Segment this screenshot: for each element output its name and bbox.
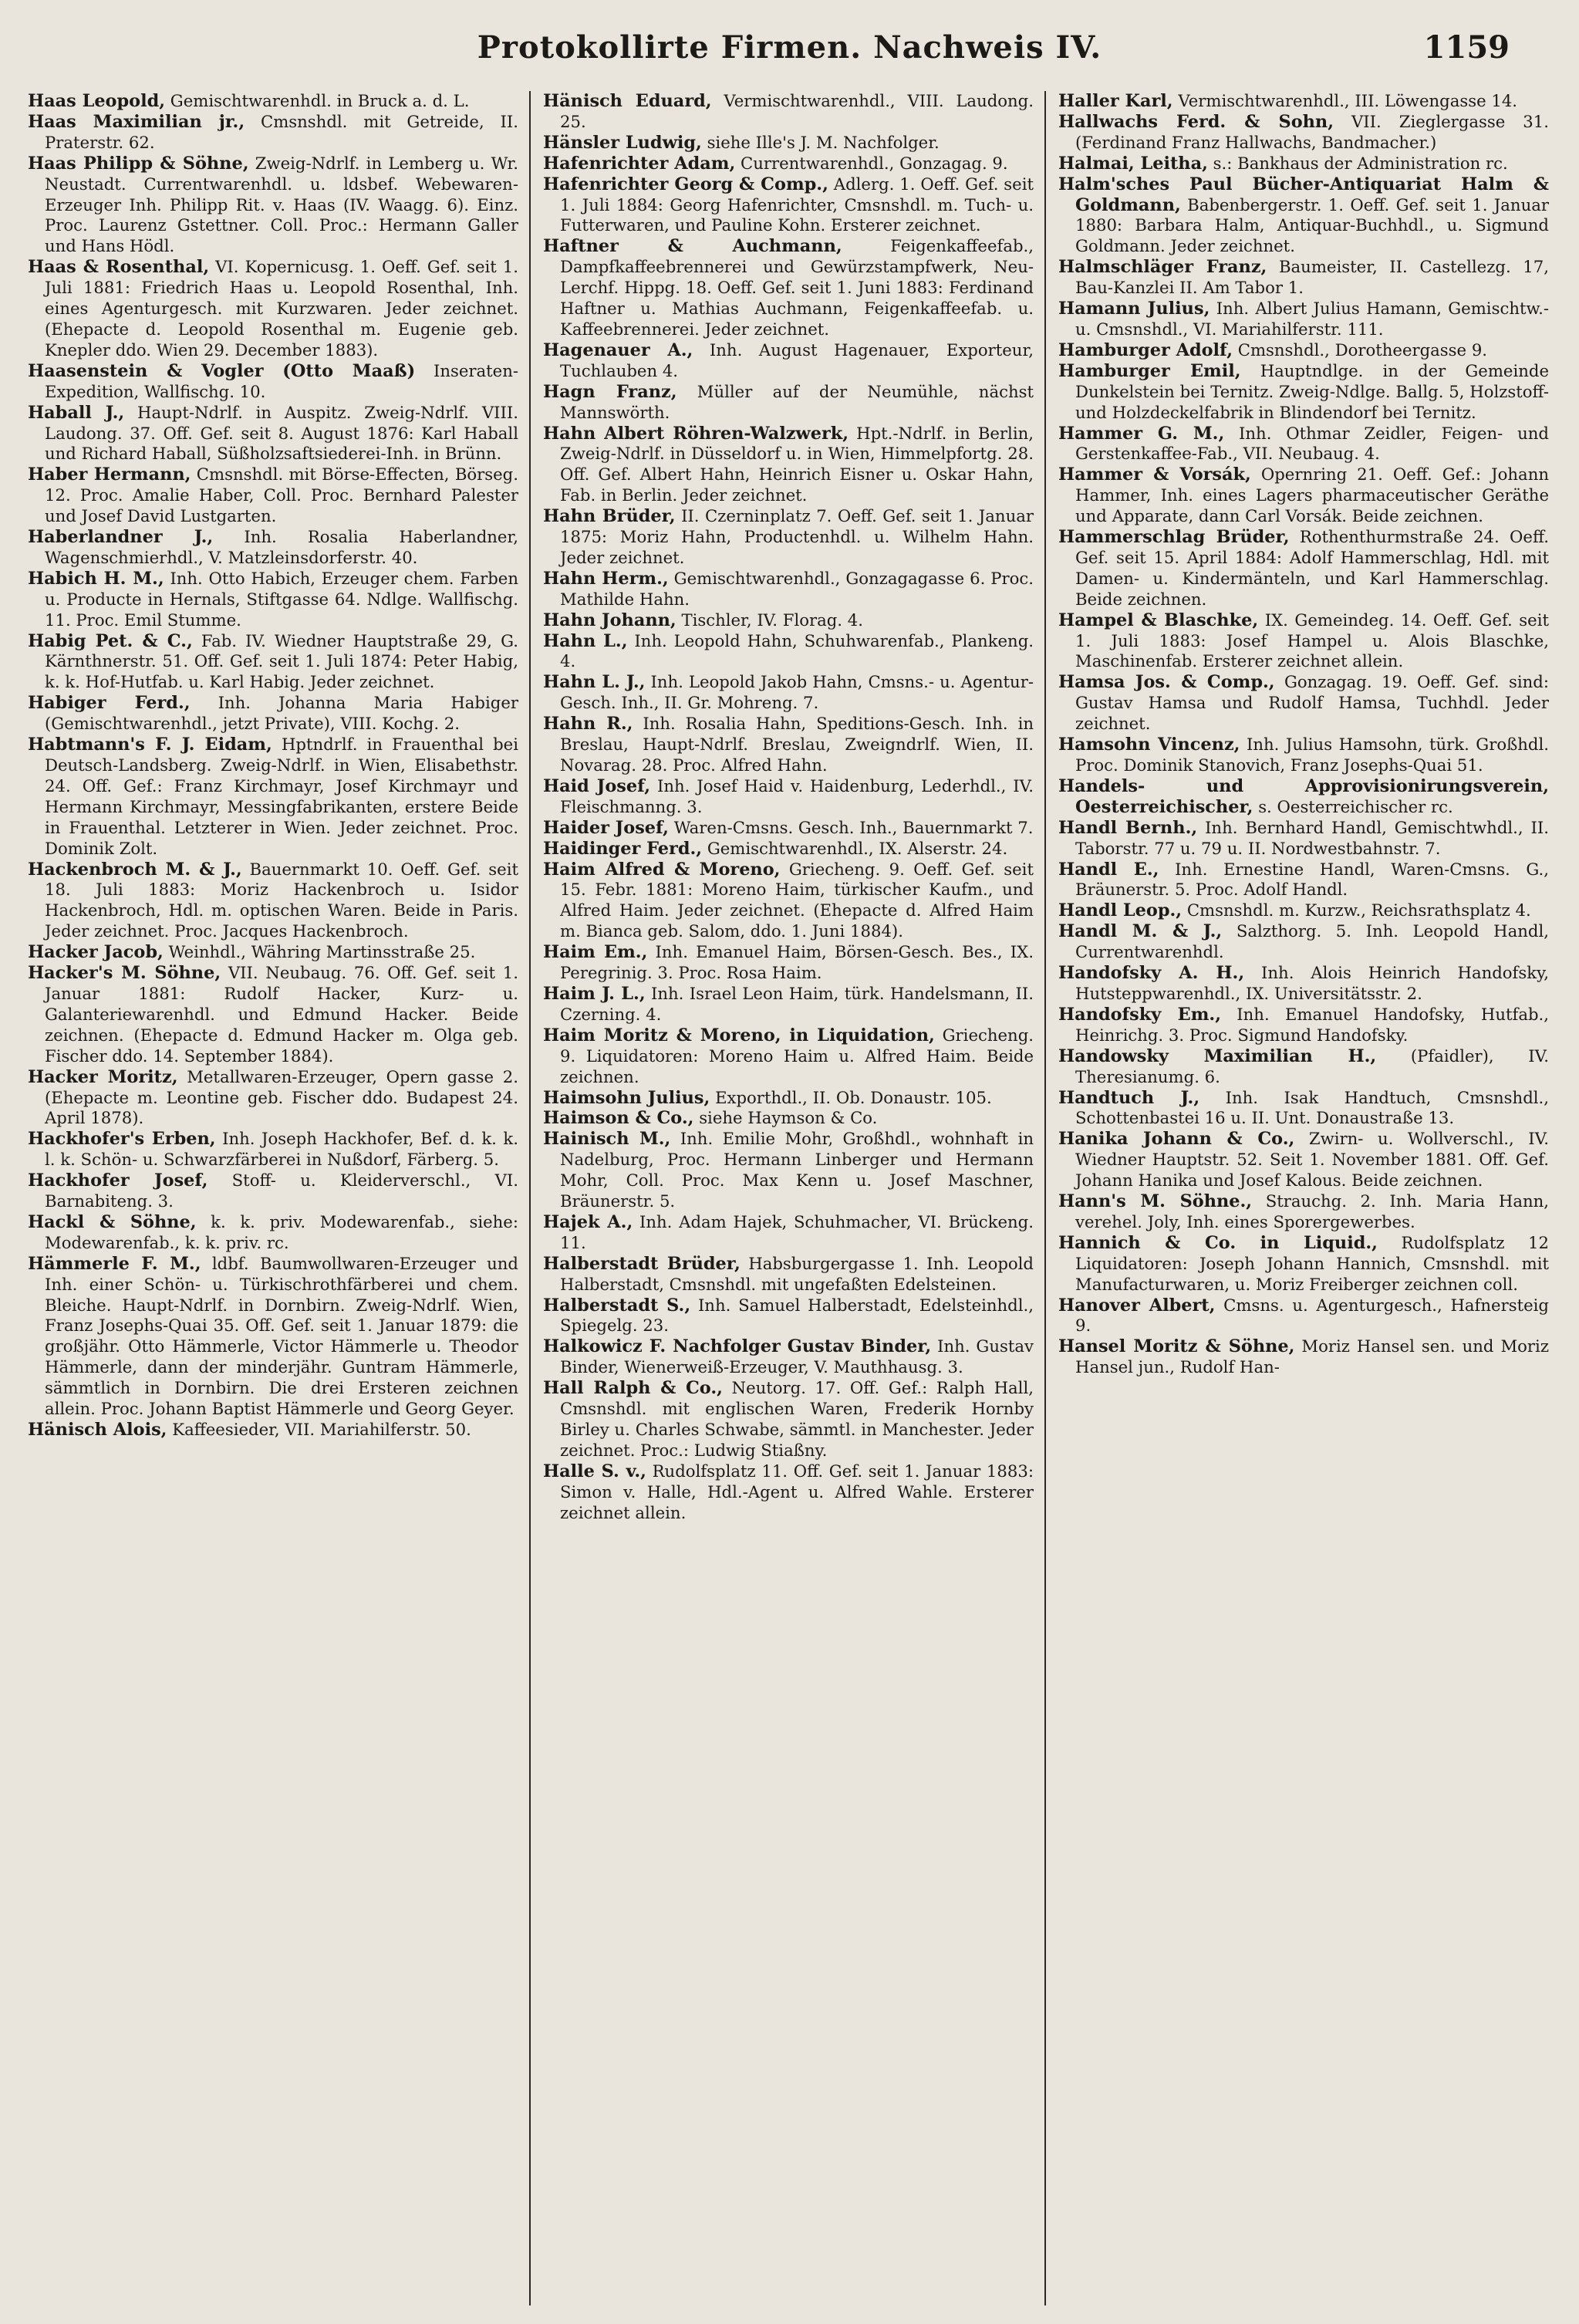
firm-name: Hahn L., bbox=[543, 630, 628, 651]
directory-entry bbox=[543, 1378, 1034, 1461]
entry-details: Inh. Emanuel Haim, Börsen-Gesch. Bes., IX. Peregrinig. 3. Proc. Rosa Haim. bbox=[560, 942, 1034, 983]
entry-details: Rudolfsplatz 11. Off. Gef. seit 1. Januar 1883: Simon v. Halle, Hdl.-Agent u. Alfred Wahle. Ersterer zeichnet allein. bbox=[560, 1461, 1034, 1522]
entry-details: Fab. IV. Wiedner Hauptstraße 29, G. Kärnthnerstr. 51. Off. Gef. seit 1. Juli 1874: Peter Habig, k. k. Hof-Hutfab. u. Karl Habig. Jeder zeichnet. bbox=[45, 630, 518, 692]
firm-name: Hafenrichter Adam, bbox=[543, 153, 736, 174]
firm-name: Handowsky Maximilian H., bbox=[1058, 1045, 1377, 1066]
firm-name: Handl Bernh., bbox=[1058, 817, 1198, 838]
firm-name: Handl M. & J., bbox=[1058, 921, 1223, 942]
firm-name: Haber Hermann, bbox=[28, 464, 191, 485]
firm-name: Hagenauer A., bbox=[543, 339, 693, 360]
directory-entry bbox=[28, 464, 518, 527]
entry-details: VII. Neubaug. 76. Off. Gef. seit 1. Januar 1881: Rudolf Hacker, Kurz- u. Galanteriewarenhdl. und Edmund Hacker. Beide zeichnen. (Ehepacte d. Edmund Hacker m. Olga geb. Fischer ddo. 14. September 1884). bbox=[45, 963, 518, 1066]
entry-details: Vermischtwarenhdl., III. Löwengasse 14. bbox=[1178, 91, 1518, 110]
firm-name: Haasenstein & Vogler (Otto Maaß) bbox=[28, 360, 416, 381]
directory-entry bbox=[543, 1088, 1034, 1109]
directory-entry bbox=[1058, 900, 1549, 921]
entry-details: Tischler, IV. Florag. 4. bbox=[681, 610, 863, 630]
directory-entry bbox=[1058, 91, 1549, 112]
entry-details: Inh. Julius Hamsohn, türk. Großhdl. Proc. Dominik Stanovich, Franz Josephs-Quai 51. bbox=[1075, 735, 1549, 775]
directory-entry bbox=[1058, 776, 1549, 818]
entry-details: Gonzagag. 19. Oeff. Gef. sind: Gustav Hamsa und Rudolf Hamsa, Tuchhdl. Jeder zeichnet. bbox=[1075, 672, 1549, 734]
directory-entry bbox=[543, 569, 1034, 610]
entry-details: Rudolfsplatz 12 Liquidatoren: Joseph Johann Hannich, Cmsnshdl. mit Manufacturwaren, u. Moriz Freiberger zeichnen coll. bbox=[1075, 1232, 1549, 1294]
directory-entry bbox=[543, 631, 1034, 673]
directory-entry bbox=[1058, 818, 1549, 860]
entry-details: Müller auf der Neumühle, nächst Mannswörth. bbox=[560, 381, 1034, 422]
entry-details: Metallwaren-Erzeuger, Opern gasse 2. (Ehepacte m. Leontine geb. Fischer ddo. Budapest 24. April 1878). bbox=[45, 1066, 518, 1128]
entry-details: Cmsns. u. Agenturgesch., Hafnersteig 9. bbox=[1075, 1295, 1549, 1336]
firm-name: Halm'sches Paul Bücher-Antiquariat Halm & Goldmann, bbox=[1058, 174, 1549, 215]
directory-entry bbox=[543, 91, 1034, 133]
firm-name: Haidinger Ferd., bbox=[543, 838, 703, 859]
firm-name: Halmai, Leitha, bbox=[1058, 153, 1208, 174]
entry-details: Habsburgergasse 1. Inh. Leopold Halberstadt, Cmsnshdl. mit ungefaßten Edelsteinen. bbox=[560, 1253, 1034, 1294]
firm-name: Hansel Moritz & Söhne, bbox=[1058, 1336, 1295, 1357]
entry-details: IX. Gemeindeg. 14. Oeff. Gef. seit 1. Juli 1883: Josef Hampel u. Alois Blaschke, Maschinenfab. Ersterer zeichnet allein. bbox=[1075, 610, 1549, 671]
firm-name: Haid Josef, bbox=[543, 775, 651, 796]
firm-name: Haller Karl, bbox=[1058, 91, 1173, 111]
firm-name: Habiger Ferd., bbox=[28, 693, 191, 714]
column-middle bbox=[543, 91, 1034, 2305]
entry-details: Inh. Adam Hajek, Schuhmacher, VI. Brückeng. 11. bbox=[560, 1211, 1034, 1252]
directory-columns bbox=[28, 91, 1551, 2305]
directory-entry bbox=[28, 735, 518, 859]
column-divider bbox=[529, 91, 531, 2305]
firm-name: Hall Ralph & Co., bbox=[543, 1378, 723, 1399]
directory-entry bbox=[543, 818, 1034, 839]
firm-name: Habich H. M., bbox=[28, 568, 164, 589]
entry-details: Adlerg. 1. Oeff. Gef. seit 1. Juli 1884: Georg Hafenrichter, Cmsnshdl. m. Tuch- u. Futterwaren, und Pauline Kohn. Ersterer zeichnet. bbox=[560, 174, 1034, 235]
directory-entry bbox=[543, 942, 1034, 984]
entry-details: Inh. Samuel Halberstadt, Edelsteinhdl., Spiegelg. 23. bbox=[560, 1295, 1034, 1336]
directory-entry bbox=[1058, 424, 1549, 465]
entry-details: Inh. Bernhard Handl, Gemischtwhdl., II. Taborstr. 77 u. 79 u. II. Nordwestbahnstr. 7. bbox=[1075, 817, 1549, 858]
entry-details: Babenbergerstr. 1. Oeff. Gef. seit 1. Januar 1880: Barbara Halm, Antiquar-Buchhdl., u. Sigmund Goldmann. Jeder zeichnet. bbox=[1075, 194, 1549, 256]
entry-details: Inh. Othmar Zeidler, Feigen- und Gerstenkaffee-Fab., VII. Neubaug. 4. bbox=[1075, 423, 1549, 464]
directory-entry bbox=[1058, 154, 1549, 174]
firm-name: Halberstadt S., bbox=[543, 1295, 691, 1316]
entry-details: Currentwarenhdl., Gonzagag. 9. bbox=[741, 153, 1008, 173]
entry-details: ldbf. Baumwollwaren-Erzeuger und Inh. einer Schön- u. Türkischrothfärberei und chem. Bleiche. Haupt-Ndrlf. in Dornbirn. Zweig-Ndrlf. Wien, Franz Josephs-Quai 35. Off. Gef. seit 1. Januar 1879: die großjähr. Otto Hämmerle, Victor Hämmerle u. Theodor Hämmerle, dann der minderjähr. Guntram Hämmerle, sämmtlich in Dornbirn. Die drei Ersteren zeichnen allein. Proc. Johann Baptist Hämmerle und Georg Geyer. bbox=[45, 1253, 518, 1419]
entry-details: Salzthorg. 5. Inh. Leopold Handl, Currentwarenhdl. bbox=[1075, 921, 1549, 962]
directory-entry bbox=[28, 942, 518, 963]
firm-name: Hainisch M., bbox=[543, 1129, 671, 1150]
firm-name: Haim Em., bbox=[543, 942, 648, 963]
entry-details: Inh. Emanuel Handofsky, Hutfab., Heinrichg. 3. Proc. Sigmund Handofsky. bbox=[1075, 1004, 1549, 1045]
column-right bbox=[1058, 91, 1549, 2305]
directory-entry bbox=[543, 1025, 1034, 1088]
firm-name: Haimsohn Julius, bbox=[543, 1087, 710, 1108]
directory-entry bbox=[28, 631, 518, 694]
directory-entry bbox=[543, 424, 1034, 507]
directory-entry bbox=[28, 1420, 518, 1441]
entry-details: Gemischtwarenhdl. in Bruck a. d. L. bbox=[170, 91, 470, 110]
directory-entry bbox=[1058, 174, 1549, 258]
entry-details: Inh. Gustav Binder, Wienerweiß-Erzeuger, V. Mauthhausg. 3. bbox=[560, 1336, 1034, 1377]
entry-details: Opernring 21. Oeff. Gef.: Johann Hammer, Inh. eines Lagers pharmaceutischer Geräthe und Apparate, dann Carl Vorsák. Beide zeichnen. bbox=[1075, 464, 1549, 526]
directory-entry bbox=[28, 403, 518, 465]
directory-entry bbox=[543, 1461, 1034, 1524]
entry-details: VII. Zieglergasse 31. (Ferdinand Franz Hallwachs, Bandmacher.) bbox=[1075, 111, 1549, 152]
directory-entry bbox=[28, 693, 518, 735]
firm-name: Habtmann's F. J. Eidam, bbox=[28, 735, 272, 755]
firm-name: Hamsohn Vincenz, bbox=[1058, 735, 1240, 755]
firm-name: Hamann Julius, bbox=[1058, 299, 1210, 319]
entry-details: Inh. Leopold Jakob Hahn, Cmsns.- u. Agentur-Gesch. Inh., II. Gr. Mohreng. 7. bbox=[560, 672, 1034, 713]
directory-entry bbox=[543, 1212, 1034, 1254]
entry-details: Gemischtwarenhdl., IX. Alserstr. 24. bbox=[707, 838, 1008, 858]
directory-entry bbox=[1058, 860, 1549, 901]
directory-entry bbox=[1058, 921, 1549, 963]
directory-entry bbox=[543, 714, 1034, 776]
entry-details: k. k. priv. Modewarenfab., siehe: Modewarenfab., k. k. priv. rc. bbox=[45, 1211, 518, 1252]
directory-entry bbox=[1058, 1336, 1549, 1378]
firm-name: Hackenbroch M. & J., bbox=[28, 859, 242, 880]
directory-entry bbox=[543, 776, 1034, 818]
firm-name: Hahn L. J., bbox=[543, 672, 646, 693]
directory-entry bbox=[28, 569, 518, 631]
entry-details: s.: Bankhaus der Administration rc. bbox=[1213, 153, 1508, 173]
firm-name: Handl Leop., bbox=[1058, 900, 1183, 921]
entry-details: Strauchg. 2. Inh. Maria Hann, verehel. Joly, Inh. eines Sporergewerbes. bbox=[1075, 1191, 1549, 1231]
directory-entry bbox=[543, 860, 1034, 943]
firm-name: Hamburger Emil, bbox=[1058, 360, 1241, 381]
entry-details: Cmsnshdl. mit Getreide, II. Praterstr. 62. bbox=[45, 111, 518, 152]
directory-entry bbox=[1058, 963, 1549, 1005]
firm-name: Hahn Brüder, bbox=[543, 506, 676, 527]
firm-name: Hampel & Blaschke, bbox=[1058, 610, 1259, 630]
entry-details: Griecheng. 9. Liquidatoren: Moreno Haim u. Alfred Haim. Beide zeichnen. bbox=[560, 1025, 1034, 1086]
directory-entry bbox=[1058, 1233, 1549, 1295]
firm-name: Handl E., bbox=[1058, 859, 1159, 880]
entry-details: Kaffeesieder, VII. Mariahilferstr. 50. bbox=[172, 1420, 471, 1439]
entry-details: Neutorg. 17. Off. Gef.: Ralph Hall, Cmsnshdl. mit englischen Waren, Frederik Hornby Birley u. Charles Schwabe, sämmtl. in Manchester. Jeder zeichnet. Proc.: Ludwig Stiaßny. bbox=[560, 1378, 1034, 1460]
directory-entry bbox=[543, 236, 1034, 340]
firm-name: Haimson & Co., bbox=[543, 1108, 694, 1129]
directory-entry bbox=[28, 1129, 518, 1170]
firm-name: Hämmerle F. M., bbox=[28, 1253, 201, 1274]
directory-entry bbox=[1058, 257, 1549, 299]
directory-entry bbox=[543, 382, 1034, 424]
firm-name: Handels- und Approvisionirungsverein, Oesterreichischer, bbox=[1058, 775, 1549, 817]
firm-name: Hammerschlag Brüder, bbox=[1058, 527, 1290, 548]
directory-entry bbox=[28, 1212, 518, 1254]
firm-name: Handofsky A. H., bbox=[1058, 963, 1245, 984]
directory-entry bbox=[543, 154, 1034, 174]
entry-details: Hauptndlge. in der Gemeinde Dunkelstein bei Ternitz. Zweig-Ndlge. Ballg. 5, Holzstoff- und Holzdeckelfabrik in Blindendorf bei Ternitz. bbox=[1075, 360, 1549, 422]
firm-name: Haas Maximilian jr., bbox=[28, 111, 245, 132]
entry-details: Inseraten-Expedition, Wallfischg. 10. bbox=[45, 360, 518, 401]
firm-name: Haas Leopold, bbox=[28, 91, 166, 111]
directory-entry bbox=[28, 91, 518, 112]
directory-entry bbox=[1058, 610, 1549, 673]
firm-name: Hahn Johann, bbox=[543, 610, 676, 630]
entry-details: Griecheng. 9. Oeff. Gef. seit 15. Febr. 1881: Moreno Haim, türkischer Kaufm., und Alfred Haim. Jeder zeichnet. (Ehepacte d. Alfred Haim m. Bianca geb. Salom, ddo. 1. Juni 1884). bbox=[560, 859, 1034, 941]
directory-entry bbox=[543, 610, 1034, 631]
entry-details: Inh. Albert Julius Hamann, Gemischtw.- u. Cmsnshdl., VI. Mariahilferstr. 111. bbox=[1075, 299, 1549, 339]
directory-entry bbox=[1058, 735, 1549, 776]
firm-name: Haim Moritz & Moreno, in Liquidation, bbox=[543, 1025, 935, 1045]
directory-entry bbox=[543, 1295, 1034, 1337]
directory-entry bbox=[28, 361, 518, 403]
directory-entry bbox=[1058, 112, 1549, 154]
entry-details: Exporthdl., II. Ob. Donaustr. 105. bbox=[715, 1087, 992, 1107]
entry-details: Rothenthurmstraße 24. Oeff. Gef. seit 15. April 1884: Adolf Hammerschlag, Hdl. mit Damen- u. Kindermänteln, und Karl Hammerschlag. Beide zeichnen. bbox=[1075, 527, 1549, 609]
entry-details: Cmsnshdl. mit Börse-Effecten, Börseg. 12. Proc. Amalie Haber, Coll. Proc. Bernhard Palester und Josef David Lustgarten. bbox=[45, 464, 518, 526]
directory-entry bbox=[1058, 1088, 1549, 1130]
firm-name: Hamburger Adolf, bbox=[1058, 339, 1233, 360]
firm-name: Handtuch J., bbox=[1058, 1087, 1200, 1108]
firm-name: Hamsa Jos. & Comp., bbox=[1058, 672, 1275, 693]
directory-entry bbox=[543, 1108, 1034, 1129]
directory-entry bbox=[543, 984, 1034, 1025]
entry-details: Cmsnshdl. m. Kurzw., Reichsrathsplatz 4. bbox=[1186, 900, 1531, 920]
entry-details: Stoff- u. Kleiderverschl., VI. Barnabiteng. 3. bbox=[45, 1170, 518, 1211]
firm-name: Hannich & Co. in Liquid., bbox=[1058, 1232, 1378, 1253]
entry-details: siehe Haymson & Co. bbox=[699, 1108, 878, 1128]
entry-details: Zwirn- u. Wollverschl., IV. Wiedner Hauptstr. 52. Seit 1. November 1881. Off. Gef. Johann Hanika und Josef Kalous. Beide zeichnen. bbox=[1075, 1129, 1549, 1191]
entry-details: s. Oesterreichischer rc. bbox=[1258, 796, 1453, 816]
firm-name: Hallwachs Ferd. & Sohn, bbox=[1058, 111, 1334, 132]
entry-details: Gemischtwarenhdl., Gonzagagasse 6. Proc. Mathilde Hahn. bbox=[560, 568, 1034, 609]
entry-details: Inh. Israel Leon Haim, türk. Handelsmann, II. Czerning. 4. bbox=[560, 983, 1034, 1024]
entry-details: Vermischtwarenhdl., VIII. Laudong. 25. bbox=[560, 91, 1034, 131]
directory-entry bbox=[1058, 672, 1549, 735]
entry-details: VI. Kopernicusg. 1. Oeff. Gef. seit 1. Juli 1881: Friedrich Haas u. Leopold Rosenthal, Inh. eines Agenturgesch. mit Kurzwaren. Jeder zeichnet. (Ehepacte d. Leopold Rosenthal m. Eugenie geb. Knepler ddo. Wien 29. December 1883). bbox=[45, 257, 518, 360]
firm-name: Hafenrichter Georg & Comp., bbox=[543, 174, 828, 194]
page-title: Protokollirte Firmen. Nachweis IV. bbox=[477, 29, 1102, 66]
directory-entry bbox=[1058, 1191, 1549, 1233]
directory-entry bbox=[1058, 340, 1549, 361]
entry-details: Inh. Joseph Hackhofer, Bef. d. k. k. l. k. Schön- u. Schwarzfärberei in Nußdorf, Färberg. 5. bbox=[45, 1129, 518, 1170]
firm-name: Handofsky Em., bbox=[1058, 1004, 1221, 1025]
entry-details: Baumeister, II. Castellezg. 17, Bau-Kanzlei II. Am Tabor 1. bbox=[1075, 257, 1549, 298]
directory-entry bbox=[28, 860, 518, 943]
entry-details: Inh. Rosalia Haberlandner, Wagenschmierhdl., V. Matzleinsdorferstr. 40. bbox=[45, 527, 518, 567]
directory-entry bbox=[543, 133, 1034, 154]
entry-details: Cmsnshdl., Dorotheergasse 9. bbox=[1237, 339, 1488, 360]
entry-details: Inh. August Hagenauer, Exporteur, Tuchlauben 4. bbox=[560, 339, 1034, 380]
entry-details: Feigenkaffeefab., Dampfkaffeebrennerei und Gewürzstampfwerk, Neu-Lerchf. Hippg. 18. Oeff. Gef. seit 1. Juni 1883: Ferdinand Haftner u. Mathias Auchmann, Feigenkaffeefab. u. Kaffeebrennerei. Jeder zeichnet. bbox=[560, 236, 1034, 339]
directory-entry bbox=[28, 1254, 518, 1420]
directory-entry bbox=[1058, 1005, 1549, 1046]
firm-name: Hagn Franz, bbox=[543, 381, 677, 402]
entry-details: Inh. Rosalia Hahn, Speditions-Gesch. Inh. in Breslau, Haupt-Ndrlf. Breslau, Zweigndrlf. Wien, II. Novarag. 28. Proc. Alfred Hahn. bbox=[560, 714, 1034, 775]
directory-entry bbox=[28, 963, 518, 1067]
firm-name: Halkowicz F. Nachfolger Gustav Binder, bbox=[543, 1336, 932, 1357]
firm-name: Hammer G. M., bbox=[1058, 423, 1225, 444]
firm-name: Haim J. L., bbox=[543, 983, 646, 1004]
directory-entry bbox=[1058, 1046, 1549, 1088]
directory-entry bbox=[543, 1129, 1034, 1212]
entry-details: Inh. Isak Handtuch, Cmsnshdl., Schottenbastei 16 u. II. Unt. Donaustraße 13. bbox=[1075, 1087, 1549, 1128]
firm-name: Hänisch Eduard, bbox=[543, 91, 712, 111]
directory-entry bbox=[1058, 299, 1549, 340]
firm-name: Haball J., bbox=[28, 402, 125, 423]
firm-name: Hahn Herm., bbox=[543, 568, 669, 589]
firm-name: Hackhofer's Erben, bbox=[28, 1129, 216, 1150]
directory-entry bbox=[543, 1336, 1034, 1378]
firm-name: Hahn R., bbox=[543, 714, 633, 735]
directory-entry bbox=[1058, 527, 1549, 610]
directory-entry bbox=[28, 112, 518, 154]
entry-details: Inh. Otto Habich, Erzeuger chem. Farben u. Producte in Hernals, Stiftgasse 64. Ndlge. Wallfischg. 11. Proc. Emil Stumme. bbox=[45, 568, 518, 630]
entry-details: Inh. Alois Heinrich Handofsky, Hutsteppwarenhdl., IX. Universitätsstr. 2. bbox=[1075, 963, 1549, 1003]
directory-entry bbox=[28, 154, 518, 258]
entry-details: siehe Ille's J. M. Nachfolger. bbox=[707, 132, 940, 152]
firm-name: Halle S. v., bbox=[543, 1461, 646, 1481]
firm-name: Haberlandner J., bbox=[28, 527, 214, 548]
entry-details: Hpt.-Ndrlf. in Berlin, Zweig-Ndrlf. in Düsseldorf u. in Wien, Himmelpfortg. 28. Off. Gef. Albert Hahn, Heinrich Eisner u. Oskar Hahn, Fab. in Berlin. Jeder zeichnet. bbox=[560, 423, 1034, 505]
directory-entry bbox=[28, 527, 518, 569]
directory-entry bbox=[543, 839, 1034, 860]
firm-name: Hann's M. Söhne., bbox=[1058, 1191, 1253, 1212]
firm-name: Hahn Albert Röhren-Walzwerk, bbox=[543, 423, 849, 444]
firm-name: Hacker Jacob, bbox=[28, 942, 164, 963]
entry-details: Moriz Hansel sen. und Moriz Hansel jun., Rudolf Han- bbox=[1075, 1336, 1549, 1377]
entry-details: Inh. Ernestine Handl, Waren-Cmsns. G., Bräunerstr. 5. Proc. Adolf Handl. bbox=[1075, 859, 1549, 900]
entry-details: Inh. Josef Haid v. Haidenburg, Lederhdl., IV. Fleischmanng. 3. bbox=[560, 775, 1034, 816]
firm-name: Halberstadt Brüder, bbox=[543, 1253, 741, 1274]
firm-name: Hacker Moritz, bbox=[28, 1066, 178, 1087]
directory-entry bbox=[1058, 1295, 1549, 1337]
page-header bbox=[0, 29, 1579, 76]
directory-entry bbox=[1058, 464, 1549, 527]
directory-entry bbox=[1058, 1129, 1549, 1191]
directory-entry bbox=[543, 340, 1034, 382]
entry-details: Waren-Cmsns. Gesch. Inh., Bauernmarkt 7. bbox=[673, 817, 1034, 837]
firm-name: Halmschläger Franz, bbox=[1058, 257, 1267, 278]
firm-name: Hänsler Ludwig, bbox=[543, 132, 702, 153]
entry-details: Haupt-Ndrlf. in Auspitz. Zweig-Ndrlf. VIII. Laudong. 37. Off. Gef. seit 8. August 1876: Karl Haball und Richard Haball, Süßholzsaftsiederei-Inh. in Brünn. bbox=[45, 402, 518, 464]
column-divider bbox=[1044, 91, 1046, 2305]
directory-entry bbox=[543, 1254, 1034, 1295]
directory-entry bbox=[543, 174, 1034, 237]
firm-name: Hackl & Söhne, bbox=[28, 1211, 197, 1232]
directory-entry bbox=[543, 672, 1034, 714]
firm-name: Hacker's M. Söhne, bbox=[28, 963, 221, 984]
entry-details: Weinhdl., Währing Martinsstraße 25. bbox=[168, 942, 476, 962]
directory-entry bbox=[543, 506, 1034, 569]
column-left bbox=[28, 91, 518, 2305]
firm-name: Haas Philipp & Söhne, bbox=[28, 153, 249, 174]
firm-name: Haider Josef, bbox=[543, 817, 669, 838]
firm-name: Hackhofer Josef, bbox=[28, 1170, 208, 1191]
firm-name: Hänisch Alois, bbox=[28, 1420, 167, 1440]
firm-name: Hanika Johann & Co., bbox=[1058, 1129, 1295, 1150]
entry-details: Inh. Leopold Hahn, Schuhwarenfab., Plankeng. 4. bbox=[560, 630, 1034, 671]
firm-name: Habig Pet. & C., bbox=[28, 630, 193, 651]
directory-entry bbox=[1058, 361, 1549, 424]
entry-details: Inh. Emilie Mohr, Großhdl., wohnhaft in Nadelburg, Proc. Hermann Linberger und Hermann Mohr, Coll. Proc. Max Kenn u. Josef Maschner, Bräunerstr. 5. bbox=[560, 1129, 1034, 1211]
firm-name: Hammer & Vorsák, bbox=[1058, 464, 1251, 485]
firm-name: Haftner & Auchmann, bbox=[543, 236, 842, 257]
firm-name: Haas & Rosenthal, bbox=[28, 257, 210, 278]
directory-entry bbox=[28, 1170, 518, 1212]
entry-details: (Pfaidler), IV. Theresianumg. 6. bbox=[1075, 1045, 1549, 1086]
entry-details: II. Czerninplatz 7. Oeff. Gef. seit 1. Januar 1875: Moriz Hahn, Productenhdl. u. Wilhelm Hahn. Jeder zeichnet. bbox=[560, 506, 1034, 567]
directory-entry bbox=[28, 257, 518, 361]
directory-entry bbox=[28, 1067, 518, 1130]
entry-details: Zweig-Ndrlf. in Lemberg u. Wr. Neustadt. Currentwarenhdl. u. ldsbef. Webewaren-Erzeuger Inh. Philipp Rit. v. Haas (IV. Waagg. 6). Einz. Proc. Laurenz Gstettner. Coll. Proc.: Hermann Galler und Hans Hödl. bbox=[45, 153, 518, 256]
firm-name: Hajek A., bbox=[543, 1211, 633, 1232]
firm-name: Haim Alfred & Moreno, bbox=[543, 859, 781, 880]
page-number: 1159 bbox=[1423, 29, 1510, 66]
entry-details: Inh. Johanna Maria Habiger (Gemischtwarenhdl., jetzt Private), VIII. Kochg. 2. bbox=[45, 693, 518, 734]
entry-details: Hptndrlf. in Frauenthal bei Deutsch-Landsberg. Zweig-Ndrlf. in Wien, Elisabethstr. 24. Off. Gef.: Franz Kirchmayr, Josef Kirchmayr und Hermann Kirchmayr, Messingfabrikanten, erstere Beide in Frauenthal. Letzterer in Wien. Jeder zeichnet. Proc. Dominik Zolt. bbox=[45, 735, 518, 858]
entry-details: Bauernmarkt 10. Oeff. Gef. seit 18. Juli 1883: Moriz Hackenbroch u. Isidor Hackenbroch, Hdl. m. optischen Waren. Beide in Paris. Jeder zeichnet. Proc. Jacques Hackenbroch. bbox=[45, 859, 518, 941]
firm-name: Hanover Albert, bbox=[1058, 1295, 1216, 1316]
